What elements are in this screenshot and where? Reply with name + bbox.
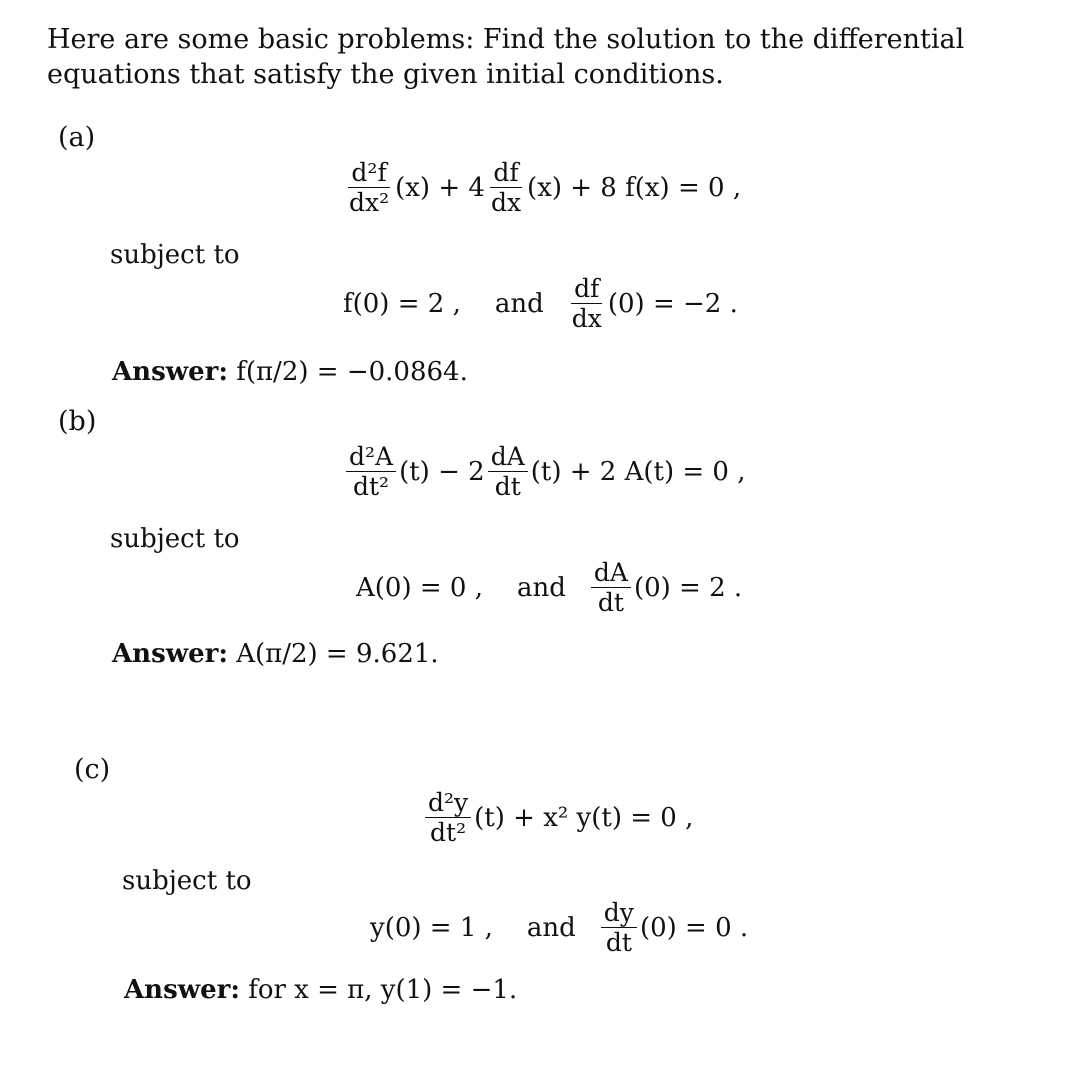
answer-label: Answer:: [124, 975, 240, 1005]
answer-value: f(π/2) = −0.0864.: [236, 357, 468, 387]
problem-b-frac-1: [346, 444, 396, 499]
problem-c-cond-frac: [601, 900, 637, 955]
condition-value: (0) = −2 .: [607, 288, 738, 319]
frac-numerator: dA: [591, 560, 631, 588]
problem-b-equation: [343, 444, 746, 499]
problem-a-equation: [343, 160, 741, 215]
problem-a-conditions: [343, 276, 738, 331]
problem-c-frac-1: [425, 790, 471, 845]
frac-numerator: dy: [601, 900, 637, 928]
problem-b-conditions: [356, 560, 742, 615]
problem-a-frac-2: [488, 160, 524, 215]
problem-b-label: (b): [58, 406, 97, 437]
problem-a-label: (a): [58, 122, 96, 153]
problem-a-subject-to: subject to: [110, 240, 240, 270]
frac-denominator: dt: [597, 588, 624, 617]
intro-text: Here are some basic problems: Find the solution to the differential equations that satisfy the given initial conditions.: [47, 24, 965, 90]
problem-b-answer: [112, 639, 439, 669]
frac-denominator: dx: [490, 188, 522, 217]
frac-numerator: d²y: [425, 790, 471, 818]
condition-value: (0) = 0 .: [639, 912, 749, 943]
condition-value: y(0) = 1 ,: [370, 912, 493, 943]
frac-denominator: dt²: [430, 818, 467, 847]
frac-denominator: dt: [494, 472, 521, 501]
problem-a-answer: [112, 357, 468, 387]
equation-term: (t) + x² y(t) = 0 ,: [474, 802, 694, 833]
condition-and: and: [526, 912, 576, 943]
condition-value: A(0) = 0 ,: [356, 572, 483, 603]
frac-numerator: df: [490, 160, 521, 188]
problem-a-cond-frac: [569, 276, 605, 331]
answer-value: A(π/2) = 9.621.: [236, 639, 439, 669]
frac-denominator: dx²: [349, 188, 390, 217]
answer-value: for x = π, y(1) = −1.: [248, 975, 518, 1005]
problem-b-subject-to: subject to: [110, 524, 240, 554]
condition-value: (0) = 2 .: [633, 572, 743, 603]
frac-numerator: df: [571, 276, 602, 304]
answer-label: Answer:: [112, 639, 228, 669]
problem-b-cond-frac: [591, 560, 631, 615]
equation-term: (t) − 2: [399, 456, 485, 487]
condition-and: and: [494, 288, 544, 319]
frac-denominator: dx: [571, 304, 602, 333]
condition-and: and: [517, 572, 566, 603]
equation-term: (x) + 4: [395, 172, 485, 203]
problem-c-answer: [124, 975, 517, 1005]
answer-label: Answer:: [112, 357, 228, 387]
problem-c-equation: [422, 790, 693, 845]
frac-denominator: dt: [605, 928, 632, 957]
frac-numerator: d²f: [348, 160, 389, 188]
equation-term: (x) + 8 f(x) = 0 ,: [527, 172, 742, 203]
problem-b-frac-2: [488, 444, 528, 499]
condition-value: f(0) = 2 ,: [343, 288, 461, 319]
frac-numerator: dA: [488, 444, 528, 472]
problem-a-frac-1: [346, 160, 392, 215]
frac-numerator: d²A: [346, 444, 396, 472]
frac-denominator: dt²: [353, 472, 390, 501]
problem-c-label: (c): [74, 754, 111, 785]
problem-c-subject-to: subject to: [122, 866, 252, 896]
problem-c-conditions: [370, 900, 748, 955]
equation-term: (t) + 2 A(t) = 0 ,: [530, 456, 746, 487]
